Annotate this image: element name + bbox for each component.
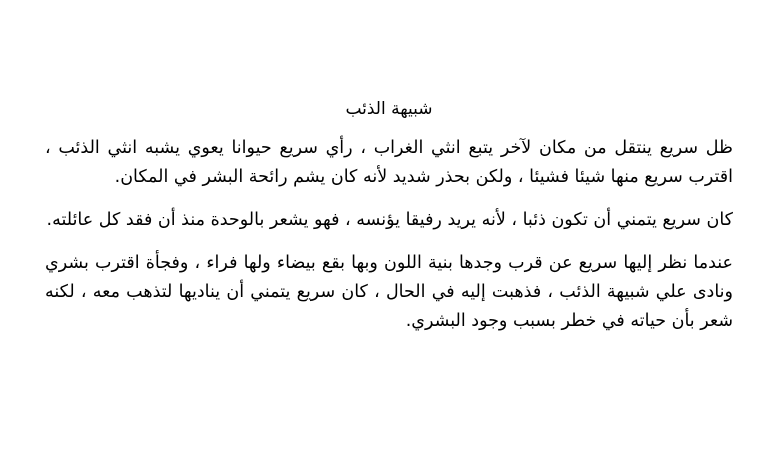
document-title: شبيهة الذئب [345,99,433,119]
document-page [45,98,733,350]
paragraph-2: كان سريع يتمني أن تكون ذئبا ، لأنه يريد رفيقا يؤنسه ، فهو يشعر بالوحدة منذ أن فقد كل عائلته. [46,210,733,230]
paragraph-3: عندما نظر إليها سريع عن قرب وجدها بنية اللون وبها بقع بيضاء ولها فراء ، وفجأة اقترب بشري ونادى علي شبيهة الذئب ، فذهبت إليه في الحال ، كان سريع يتمني أن يناديها لتذهب معه ، لكنه شعر بأن حياته في خطر بسبب وجود البشري. [45,253,733,331]
paragraph-1: ظل سريع ينتقل من مكان لآخر يتبع انثي الغراب ، رأي سريع حيوانا يعوي يشبه انثي الذئب ، اقترب سريع منها شيئا فشيئا ، ولكن بحذر شديد لأنه كان يشم رائحة البشر في المكان. [45,138,733,187]
